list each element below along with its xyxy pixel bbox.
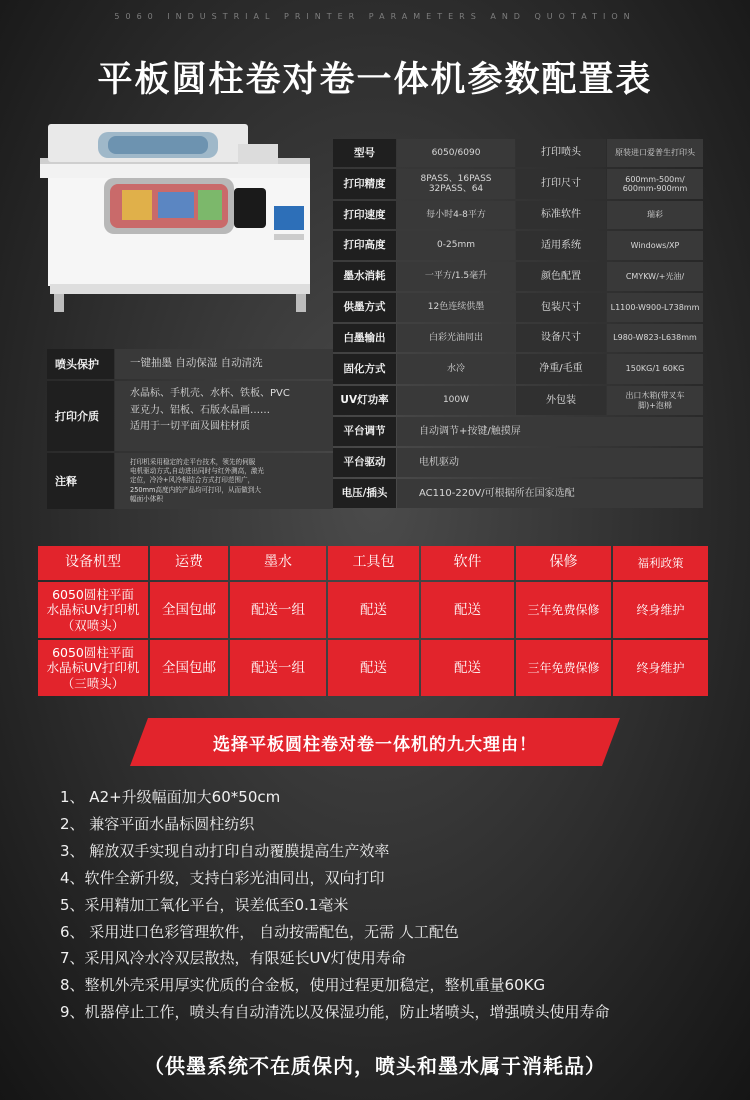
spec-label: 外包装 xyxy=(516,386,606,415)
reason-item: 5、采用精加工氧化平台，误差低至0.1毫米 xyxy=(60,895,349,914)
spec-label: 包装尺寸 xyxy=(516,293,606,322)
service-cell: 配送 xyxy=(328,640,419,696)
spec-label: 型号 xyxy=(333,139,396,167)
spec-value: 水冷 xyxy=(397,354,515,384)
reason-item: 4、软件全新升级，支持白彩光油同出，双向打印 xyxy=(60,868,385,887)
spec-label: 打印速度 xyxy=(333,201,396,229)
spec-label: 净重/毛重 xyxy=(516,354,606,384)
service-cell: 配送一组 xyxy=(230,640,326,696)
note-value: 水晶标、手机壳、水杯、铁板、PVC 亚克力、铝板、石版水晶画…… 适用于一切平面及圆柱材质 xyxy=(115,381,333,451)
spec-value: 100W xyxy=(397,386,515,415)
service-header-cell: 墨水 xyxy=(230,546,326,580)
service-cell: 终身维护 xyxy=(613,640,708,696)
spec-value: 白彩光油同出 xyxy=(397,324,515,352)
spec-row xyxy=(333,292,703,323)
service-header-cell: 软件 xyxy=(421,546,514,580)
spec-row xyxy=(333,385,703,416)
service-header-cell: 福利政策 xyxy=(613,546,708,580)
spec-value: 自动调节+按键/触摸屏 xyxy=(397,417,703,446)
spec-row xyxy=(333,261,703,292)
service-row xyxy=(38,640,708,696)
spec-value: 每小时4-8平方 xyxy=(397,201,515,229)
service-header-cell: 保修 xyxy=(516,546,611,580)
reason-item: 1、 A2+升级幅面加大60*50cm xyxy=(60,788,281,806)
note-value: 打印机采用稳定的走平台技术，领先的伺服 电机驱动方式,自动进出同时与红外测高，激光 定位，冷冷+风冷相结合方式打印范围广， 250mm高度内的产品均可打印，从而做到大 幅面小体积 xyxy=(115,453,333,509)
note-label: 打印介质 xyxy=(47,381,114,451)
spec-label: 设备尺寸 xyxy=(516,324,606,352)
reason-item: 3、 解放双手实现自动打印自动覆膜提高生产效率 xyxy=(60,841,390,860)
service-row xyxy=(38,582,708,638)
note-row xyxy=(47,452,333,510)
spec-label: 打印精度 xyxy=(333,169,396,199)
spec-row xyxy=(333,168,703,200)
spec-label: 墨水消耗 xyxy=(333,262,396,291)
spec-value: 12色连续供墨 xyxy=(397,293,515,322)
spec-value: 8PASS、16PASS 32PASS、64 xyxy=(397,169,515,199)
spec-label: 电压/插头 xyxy=(333,479,396,508)
note-label: 喷头保护 xyxy=(47,349,114,379)
service-cell: 配送 xyxy=(421,640,514,696)
spec-value: 瑞彩 xyxy=(607,201,703,229)
spec-label: 平台驱动 xyxy=(333,448,396,477)
service-cell: 三年免费保修 xyxy=(516,640,611,696)
spec-value: 600mm-500m/ 600mm-900mm xyxy=(607,169,703,199)
spec-label: UV灯功率 xyxy=(333,386,396,415)
service-header-row xyxy=(38,546,708,580)
service-header-cell: 工具包 xyxy=(328,546,419,580)
spec-label: 平台调节 xyxy=(333,417,396,446)
service-cell: 终身维护 xyxy=(613,582,708,638)
spec-label: 打印高度 xyxy=(333,231,396,260)
service-header-cell: 运费 xyxy=(150,546,228,580)
reason-item: 6、 采用进口色彩管理软件， 自动按需配色，无需 人工配色 xyxy=(60,922,459,941)
reason-item: 7、采用风冷水冷双层散热，有限延长UV灯使用寿命 xyxy=(60,949,406,968)
spec-row xyxy=(333,353,703,385)
service-cell: 全国包邮 xyxy=(150,582,228,638)
spec-label: 标准软件 xyxy=(516,201,606,229)
spec-value: L1100-W900-L738mm xyxy=(607,293,703,322)
spec-label: 白墨输出 xyxy=(333,324,396,352)
reason-item: 9、机器停止工作，喷头有自动清洗以及保湿功能，防止堵喷头，增强喷头使用寿命 xyxy=(60,1003,610,1022)
spec-label: 固化方式 xyxy=(333,354,396,384)
service-cell: 配送 xyxy=(328,582,419,638)
note-row xyxy=(47,380,333,452)
note-row xyxy=(47,348,333,380)
spec-label: 打印喷头 xyxy=(516,139,606,167)
spec-value: 电机驱动 xyxy=(397,448,703,477)
service-cell: 6050圆柱平面 水晶标UV打印机 （双喷头） xyxy=(38,582,148,638)
spec-row xyxy=(333,478,703,509)
spec-value: 一平方/1.5毫升 xyxy=(397,262,515,291)
spec-label: 打印尺寸 xyxy=(516,169,606,199)
note-label: 注释 xyxy=(47,453,114,509)
spec-row xyxy=(333,416,703,447)
spec-value: L980-W823-L638mm xyxy=(607,324,703,352)
spec-value: 6050/6090 xyxy=(397,139,515,167)
spec-label: 颜色配置 xyxy=(516,262,606,291)
header-tagline: 5060 INDUSTRIAL PRINTER PARAMETERS AND QUOTATION xyxy=(114,12,636,21)
spec-value: 150KG/1 60KG xyxy=(607,354,703,384)
spec-row xyxy=(333,138,703,168)
note-value: 一键抽墨 自动保湿 自动清洗 xyxy=(115,349,333,379)
service-cell: 三年免费保修 xyxy=(516,582,611,638)
spec-row xyxy=(333,200,703,230)
reason-item: 2、 兼容平面水晶标圆柱纺织 xyxy=(60,814,255,833)
page-title: 平板圆柱卷对卷一体机参数配置表 xyxy=(97,60,653,100)
spec-value: AC110-220V/可根据所在国家选配 xyxy=(397,479,703,508)
spec-label: 适用系统 xyxy=(516,231,606,260)
spec-row xyxy=(333,323,703,353)
spec-value: 0-25mm xyxy=(397,231,515,260)
spec-value: CMYKW/+光油/ xyxy=(607,262,703,291)
reason-item: 8、整机外壳采用厚实优质的合金板，使用过程更加稳定，整机重量60KG xyxy=(60,976,546,995)
spec-value: 出口木箱(带叉车 脚)+泡棉 xyxy=(607,386,703,415)
spec-value: Windows/XP xyxy=(607,231,703,260)
reasons-banner: 选择平板圆柱卷对卷一体机的九大理由！ xyxy=(213,734,537,755)
footer-note: （供墨系统不在质保内，喷头和墨水属于消耗品） xyxy=(144,1054,606,1078)
service-cell: 6050圆柱平面 水晶标UV打印机 （三喷头） xyxy=(38,640,148,696)
spec-value: 原装进口爱普生打印头 xyxy=(607,139,703,167)
service-cell: 配送 xyxy=(421,582,514,638)
spec-row xyxy=(333,230,703,261)
printer-machine-image xyxy=(38,118,320,318)
service-header-cell: 设备机型 xyxy=(38,546,148,580)
spec-row xyxy=(333,447,703,478)
service-cell: 全国包邮 xyxy=(150,640,228,696)
spec-label: 供墨方式 xyxy=(333,293,396,322)
service-cell: 配送一组 xyxy=(230,582,326,638)
